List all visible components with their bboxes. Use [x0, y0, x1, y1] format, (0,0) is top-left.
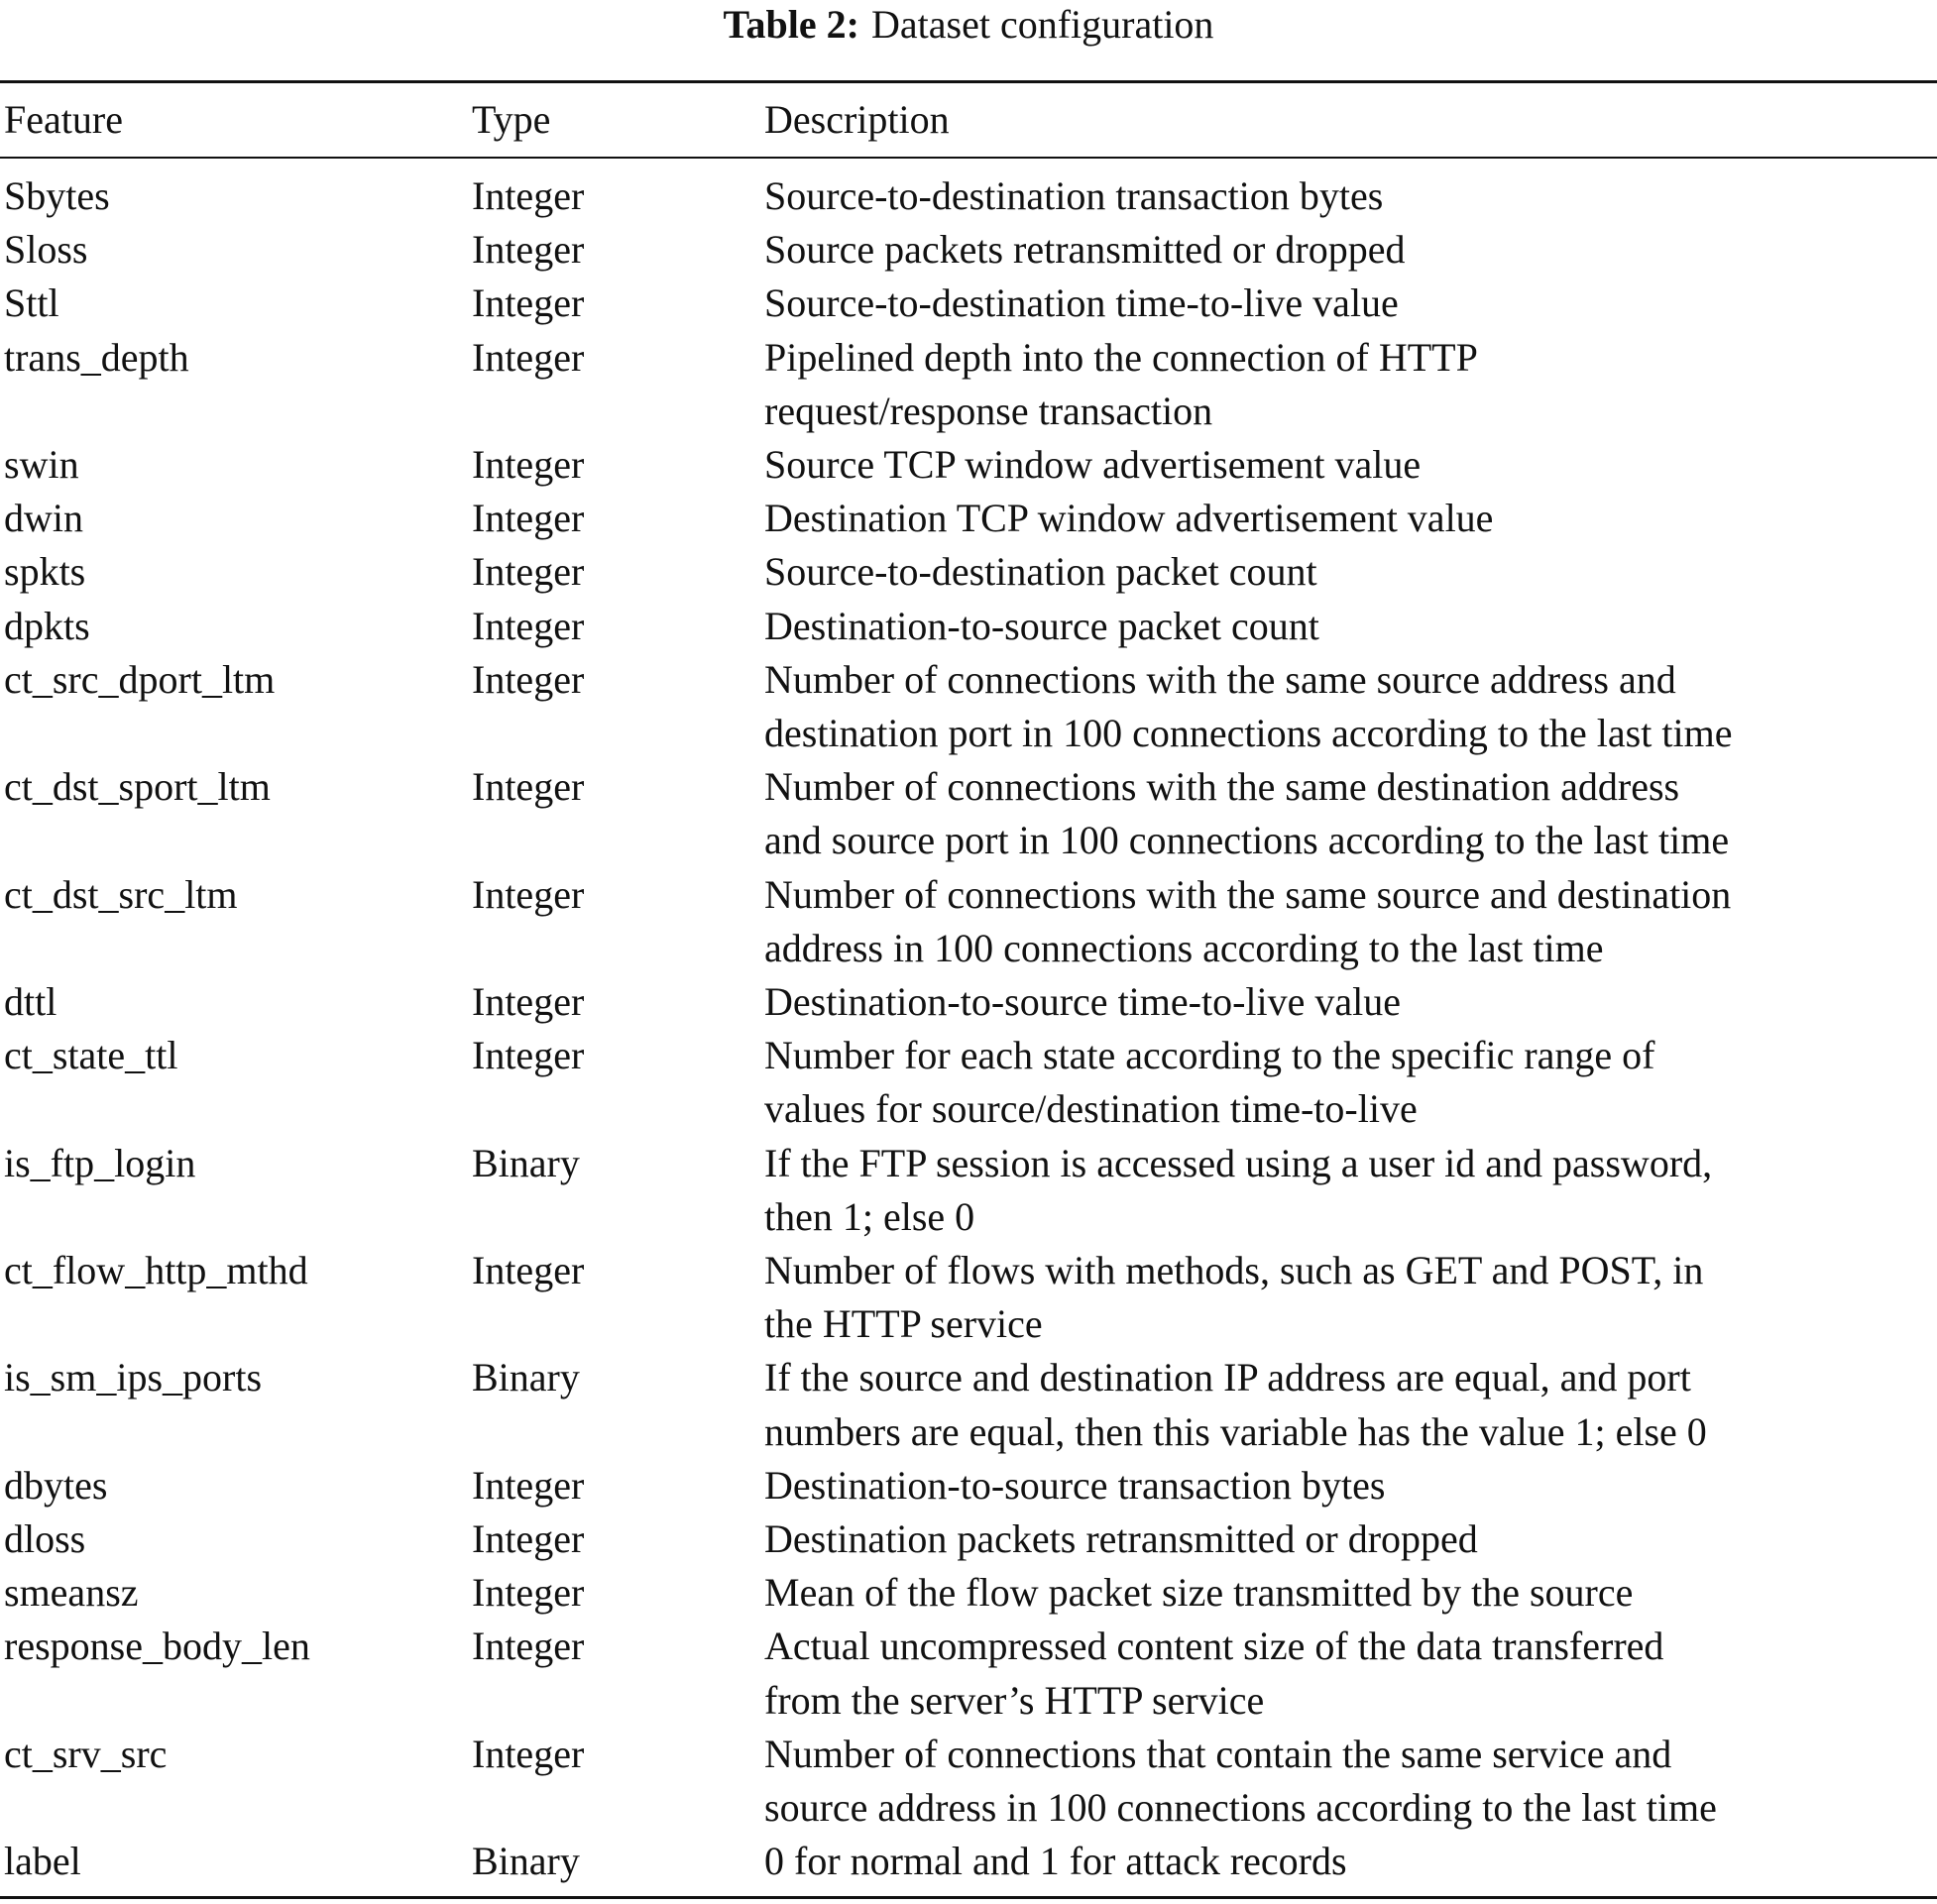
- description-cell: [764, 438, 1937, 492]
- description-cell: [764, 1620, 1937, 1727]
- table-row: [0, 1566, 1937, 1620]
- feature-cell: dwin: [4, 496, 83, 541]
- description-cell: [764, 331, 1937, 438]
- type-cell: Integer: [472, 871, 585, 917]
- description-line: Source-to-destination packet count: [764, 549, 1317, 595]
- description-line: Destination packets retransmitted or dropped: [764, 1516, 1478, 1562]
- table-row: [0, 1029, 1937, 1136]
- feature-cell: smeansz: [4, 1570, 139, 1616]
- feature-cell: dttl: [4, 979, 57, 1025]
- table-header-rule: [0, 157, 1937, 159]
- description-cell: [764, 1512, 1937, 1566]
- description-line: Number of flows with methods, such as GET and POST, in: [764, 1248, 1704, 1293]
- description-line: Pipelined depth into the connection of HTTP: [764, 334, 1478, 380]
- table-row: [0, 868, 1937, 975]
- description-line: numbers are equal, then this variable has the value 1; else 0: [764, 1408, 1707, 1454]
- description-line: Source-to-destination time-to-live value: [764, 280, 1399, 326]
- description-cell: [764, 277, 1937, 330]
- type-cell: Integer: [472, 442, 585, 488]
- description-cell: [764, 1459, 1937, 1512]
- feature-cell: response_body_len: [4, 1624, 310, 1669]
- table-row: [0, 600, 1937, 653]
- feature-cell: Sloss: [4, 227, 88, 273]
- type-cell: Integer: [472, 1248, 585, 1293]
- feature-cell: dpkts: [4, 603, 90, 648]
- description-line: Number of connections with the same source address and: [764, 656, 1676, 702]
- table-header-row: [0, 83, 1937, 157]
- description-cell: [764, 1244, 1937, 1351]
- feature-cell: swin: [4, 442, 79, 488]
- type-cell: Integer: [472, 1462, 585, 1508]
- type-cell: Integer: [472, 1033, 585, 1078]
- feature-cell: ct_srv_src: [4, 1731, 168, 1776]
- type-cell: Integer: [472, 656, 585, 702]
- type-cell: Integer: [472, 603, 585, 648]
- feature-cell: Sttl: [4, 280, 59, 326]
- type-cell: Integer: [472, 1516, 585, 1562]
- type-cell: Integer: [472, 496, 585, 541]
- description-line: the HTTP service: [764, 1301, 1043, 1347]
- description-cell: [764, 1137, 1937, 1244]
- description-cell: [764, 1566, 1937, 1620]
- table-row: [0, 1351, 1937, 1458]
- feature-cell: is_sm_ips_ports: [4, 1355, 263, 1400]
- description-cell: [764, 1351, 1937, 1458]
- table-row: [0, 1728, 1937, 1835]
- description-cell: [764, 868, 1937, 975]
- description-cell: [764, 1835, 1937, 1888]
- description-line: source address in 100 connections according to the last time: [764, 1785, 1717, 1831]
- type-cell: Integer: [472, 280, 585, 326]
- feature-cell: ct_dst_sport_ltm: [4, 764, 271, 810]
- feature-cell: ct_dst_src_ltm: [4, 871, 238, 917]
- feature-cell: ct_state_ttl: [4, 1033, 178, 1078]
- feature-cell: ct_src_dport_ltm: [4, 656, 276, 702]
- table-row: [0, 1244, 1937, 1351]
- type-cell: Integer: [472, 173, 585, 218]
- description-line: 0 for normal and 1 for attack records: [764, 1839, 1347, 1884]
- description-cell: [764, 1029, 1937, 1136]
- description-cell: [764, 653, 1937, 760]
- description-line: Destination-to-source transaction bytes: [764, 1462, 1386, 1508]
- description-line: Destination-to-source time-to-live value: [764, 979, 1402, 1025]
- table-row: [0, 1137, 1937, 1244]
- type-cell: Integer: [472, 764, 585, 810]
- description-line: Actual uncompressed content size of the data transferred: [764, 1624, 1664, 1669]
- table-row: [0, 1459, 1937, 1512]
- table-body: [0, 169, 1937, 1889]
- type-cell: Integer: [472, 334, 585, 380]
- description-line: Source-to-destination transaction bytes: [764, 173, 1384, 218]
- description-line: Number of connections with the same source and destination: [764, 871, 1732, 917]
- column-header-description: Description: [764, 97, 950, 142]
- feature-cell: dloss: [4, 1516, 86, 1562]
- description-cell: [764, 1728, 1937, 1835]
- column-header-type: Type: [472, 97, 551, 142]
- type-cell: Integer: [472, 549, 585, 595]
- description-line: Destination-to-source packet count: [764, 603, 1319, 648]
- description-line: then 1; else 0: [764, 1193, 975, 1239]
- description-line: from the server’s HTTP service: [764, 1677, 1265, 1723]
- description-line: If the source and destination IP address are equal, and port: [764, 1355, 1691, 1400]
- feature-cell: is_ftp_login: [4, 1140, 196, 1185]
- description-cell: [764, 492, 1937, 545]
- table-row: [0, 331, 1937, 438]
- description-line: Source packets retransmitted or dropped: [764, 227, 1406, 273]
- description-line: values for source/destination time-to-live: [764, 1086, 1418, 1132]
- description-line: and source port in 100 connections according to the last time: [764, 818, 1730, 863]
- description-line: Number for each state according to the specific range of: [764, 1033, 1655, 1078]
- description-line: Mean of the flow packet size transmitted by the source: [764, 1570, 1634, 1616]
- description-line: Number of connections with the same destination address: [764, 764, 1680, 810]
- feature-cell: label: [4, 1839, 81, 1884]
- table-caption: [0, 0, 1937, 50]
- description-cell: [764, 975, 1937, 1029]
- type-cell: Integer: [472, 1731, 585, 1776]
- description-cell: [764, 545, 1937, 599]
- description-cell: [764, 760, 1937, 867]
- description-cell: [764, 600, 1937, 653]
- description-line: Destination TCP window advertisement value: [764, 496, 1494, 541]
- description-line: If the FTP session is accessed using a user id and password,: [764, 1140, 1713, 1185]
- table-row: [0, 975, 1937, 1029]
- type-cell: Binary: [472, 1355, 580, 1400]
- type-cell: Integer: [472, 227, 585, 273]
- table-caption-label: Table 2:: [723, 2, 859, 47]
- table-row: [0, 653, 1937, 760]
- table-row: [0, 760, 1937, 867]
- type-cell: Integer: [472, 1570, 585, 1616]
- table-row: [0, 492, 1937, 545]
- feature-cell: ct_flow_http_mthd: [4, 1248, 308, 1293]
- type-cell: Integer: [472, 1624, 585, 1669]
- table-caption-title: Dataset configuration: [871, 2, 1214, 47]
- table-row: [0, 1620, 1937, 1727]
- table-row: [0, 223, 1937, 277]
- description-line: Number of connections that contain the same service and: [764, 1731, 1672, 1776]
- table-bottom-rule: [0, 1896, 1937, 1899]
- feature-cell: spkts: [4, 549, 86, 595]
- feature-cell: trans_depth: [4, 334, 189, 380]
- type-cell: Binary: [472, 1839, 580, 1884]
- table-row: [0, 545, 1937, 599]
- description-line: request/response transaction: [764, 388, 1213, 433]
- table-row: [0, 438, 1937, 492]
- description-line: destination port in 100 connections according to the last time: [764, 711, 1733, 756]
- description-cell: [764, 223, 1937, 277]
- table-row: [0, 169, 1937, 223]
- feature-cell: dbytes: [4, 1462, 108, 1508]
- description-cell: [764, 169, 1937, 223]
- feature-cell: Sbytes: [4, 173, 110, 218]
- column-header-feature: Feature: [4, 97, 123, 142]
- description-line: Source TCP window advertisement value: [764, 442, 1422, 488]
- description-line: address in 100 connections according to the last time: [764, 925, 1604, 970]
- table-row: [0, 277, 1937, 330]
- type-cell: Integer: [472, 979, 585, 1025]
- table-row: [0, 1512, 1937, 1566]
- table-row: [0, 1835, 1937, 1888]
- type-cell: Binary: [472, 1140, 580, 1185]
